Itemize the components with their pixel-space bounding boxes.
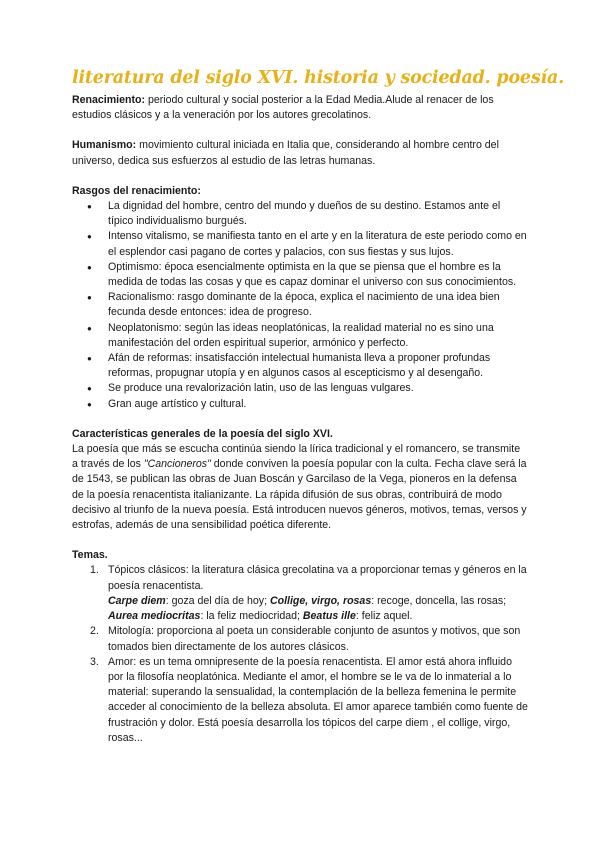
tema-clasicos-text: Tópicos clásicos: la literatura clásica grecolatina va a proporcionar temas y géneros en la poesía renacentista. (108, 564, 527, 592)
topico-carpe-diem: Carpe diem (108, 594, 166, 607)
topico-collige: Collige, virgo, rosas (269, 594, 372, 607)
topico-collige-meaning: : recoge, doncella, las rosas; (371, 594, 507, 607)
item-number: 3. (90, 655, 99, 668)
list-item (72, 563, 528, 624)
list-item: ● Racionalismo: rasgo dominante de la época, explica el nacimiento de una idea bien fecunda desde entonces: idea de progreso. (72, 290, 528, 320)
list-item: ● Neoplatonismo: según las ideas neoplatónicas, la realidad material no es sino una manifestación del orden espiritual superior, armónico y perfecto. (72, 321, 528, 351)
humanismo-definition: movimiento cultural iniciada en Italia que, considerando al hombre centro del universo, dedica sus esfuerzos al estudio de las letras humanas. (72, 139, 499, 167)
temas-heading: Temas. (72, 549, 108, 562)
rasgos-list (72, 199, 528, 412)
rasgos-heading: Rasgos del renacimiento: (72, 184, 201, 197)
humanismo-paragraph (72, 138, 528, 168)
tema-mitologia-text: Mitología: proporciona al poeta un considerable conjunto de asuntos y motivos, que son tomados bien directamente de los autores clásicos. (108, 625, 521, 653)
caracteristicas-paragraph (72, 442, 528, 533)
document-title: literatura del siglo XVI. historia y sociedad. poesía. (72, 68, 564, 88)
topico-aurea-meaning: : la feliz mediocridad; (200, 610, 303, 623)
humanismo-term: Humanismo: (72, 139, 137, 152)
list-item: ● Optimismo: época esencialmente optimista en la que se piensa que el hombre es la medida de todas las cosas y que es capaz dominar el universo con sus conocimientos. (72, 260, 528, 290)
caracteristicas-text-after: donde conviven la poesía popular con la culta. Fecha clave será la de 1543, se publican las obras de Juan Boscán y Garcilaso de la Vega, pioneros en la defensa de la poesía renacentista italianizante. La rápida difusión de sus obras, contribuirá de modo decisivo al triunfo de la nueva poesía. Está introducen nuevos géneros, motivos, temas, versos y estrofas, además de una sensibilidad poética diferente. (72, 458, 527, 532)
tema-amor-text: Amor: es un tema omnipresente de la poesía renacentista. El amor está ahora influido por la filosofía neoplatónica. Mediante el amor, el hombre se le va de lo inmaterial a lo material: superando la sensualidad, la contemplación de la belleza femenina le permite acceder al conocimiento de la belleza absoluta. El amor aparece también como fuente de frustración y dolor. Está poesía desarrolla los tópicos del carpe diem , el collige, virgo, rosas... (108, 655, 528, 744)
document-page (72, 66, 564, 746)
temas-list (72, 563, 528, 745)
list-item (72, 624, 528, 654)
topico-carpe-diem-meaning: : goza del día de hoy; (165, 594, 270, 607)
renacimiento-paragraph (72, 93, 528, 123)
item-number: 1. (90, 564, 99, 577)
topico-aurea: Aurea mediocritas (108, 610, 201, 623)
list-item: ● Se produce una revalorización latin, uso de las lenguas vulgares. (72, 381, 528, 396)
cancioneros-term: "Cancioneros" (143, 458, 211, 471)
list-item: ● La dignidad del hombre, centro del mundo y dueños de su destino. Estamos ante el típico individualismo burgués. (72, 199, 528, 229)
renacimiento-definition: periodo cultural y social posterior a la Edad Media.Alude al renacer de los estudios clásicos y a la veneración por los autores grecolatinos. (72, 94, 494, 122)
list-item: ● Gran auge artístico y cultural. (72, 397, 528, 412)
caracteristicas-heading: Características generales de la poesía del siglo XVI. (72, 427, 333, 440)
item-number: 2. (90, 625, 99, 638)
renacimiento-term: Renacimiento: (72, 94, 145, 106)
caracteristicas-text-before: La poesía que más se escucha continúa siendo la lírica tradicional y el romancero, se transmite a través de los (72, 443, 521, 471)
topico-beatus-meaning: : feliz aquel. (355, 610, 413, 623)
topico-beatus: Beatus ille (302, 610, 356, 623)
list-item: ● Afán de reformas: insatisfacción intelectual humanista lleva a proponer profundas reformas, propugnar utopía y en algunos casos al escepticismo y al desengaño. (72, 351, 528, 381)
list-item (72, 655, 528, 746)
list-item: ● Intenso vitalismo, se manifiesta tanto en el arte y en la literatura de este periodo como en el esplendor casi pagano de cortes y palacios, con sus fiestas y sus lujos. (72, 229, 528, 259)
